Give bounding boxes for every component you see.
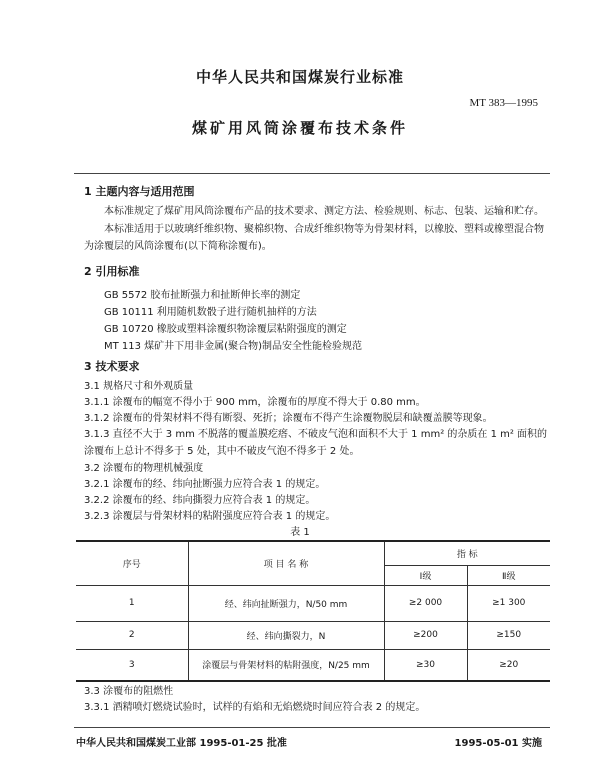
row-number: 3 xyxy=(76,649,188,681)
row-item: 经、纬向撕裂力，N xyxy=(188,621,384,649)
clause-3-2-2: 3.2.2 涂覆布的经、纬向撕裂力应符合表 1 的规定。 xyxy=(84,495,316,506)
clause-3-2-1: 3.2.1 涂覆布的经、纬向扯断强力应符合表 1 的规定。 xyxy=(84,479,326,490)
row-grade-1-value: ≥30 xyxy=(384,649,467,681)
table-1-caption: 表 1 xyxy=(290,527,310,538)
row-grade-1-value: ≥200 xyxy=(384,621,467,649)
approval-line: 中华人民共和国煤炭工业部 1995-01-25 批准 xyxy=(76,738,287,749)
reference-item: MT 113 煤矿井下用非金属(聚合物)制品安全性能检验规范 xyxy=(104,341,362,352)
table-header-index: 指 标 xyxy=(384,541,550,565)
table-row xyxy=(76,621,550,649)
row-grade-2-value: ≥20 xyxy=(467,649,550,681)
reference-item: GB 5572 胶布扯断强力和扯断伸长率的测定 xyxy=(104,290,301,301)
table-header-item: 项 目 名 称 xyxy=(188,541,384,585)
effective-date: 1995-05-01 实施 xyxy=(454,738,542,749)
row-item: 经、纬向扯断强力，N/50 mm xyxy=(188,585,384,621)
table-header-grade-2: Ⅱ级 xyxy=(467,565,550,585)
clause-3-1: 3.1 规格尺寸和外观质量 xyxy=(84,381,194,392)
clause-3-1-2: 3.1.2 涂覆布的骨架材料不得有断裂、死折；涂覆布不得产生涂覆物脱层和缺覆盖膜等现象。 xyxy=(84,413,493,424)
table-header-no: 序号 xyxy=(76,541,188,585)
section-1-paragraph-1: 本标准规定了煤矿用风筒涂覆布产品的技术要求、测定方法、检验规则、标志、包装、运输和贮存。 xyxy=(104,206,544,217)
clause-3-3-1: 3.3.1 酒精喷灯燃烧试验时，试样的有焰和无焰燃烧时间应符合表 2 的规定。 xyxy=(84,702,426,713)
row-item: 涂覆层与骨架材料的粘附强度，N/25 mm xyxy=(188,649,384,681)
clause-3-1-3: 3.1.3 直径不大于 3 mm 不脱落的覆盖膜疙瘩、不破皮气泡和面积不大于 1 mm² 的杂质在 1 m² 面积的涂覆布上总计不得多于 5 处，其中不破皮气泡不得多于 2 处。 xyxy=(84,429,548,457)
row-grade-2-value: ≥1 300 xyxy=(467,585,550,621)
clause-3-1-1: 3.1.1 涂覆布的幅宽不得小于 900 mm，涂覆布的厚度不得大于 0.80 mm。 xyxy=(84,397,426,408)
reference-item: GB 10111 利用随机数骰子进行随机抽样的方法 xyxy=(104,307,317,318)
section-1-heading: 1 主题内容与适用范围 xyxy=(84,185,195,198)
table-row xyxy=(76,585,550,621)
table-1 xyxy=(76,540,550,682)
section-3-heading: 3 技术要求 xyxy=(84,360,140,373)
clause-3-2: 3.2 涂覆布的物理机械强度 xyxy=(84,463,204,474)
reference-item: GB 10720 橡胶或塑料涂覆织物涂覆层粘附强度的测定 xyxy=(104,324,347,335)
table-row xyxy=(76,649,550,681)
clause-3-2-3: 3.2.3 涂覆层与骨架材料的粘附强度应符合表 1 的规定。 xyxy=(84,511,336,522)
table-header-grade-1: Ⅰ级 xyxy=(384,565,467,585)
standard-number: MT 383—1995 xyxy=(469,97,538,109)
row-number: 2 xyxy=(76,621,188,649)
issuer-title: 中华人民共和国煤炭行业标准 xyxy=(195,68,404,86)
clause-3-3: 3.3 涂覆布的阻燃性 xyxy=(84,686,174,697)
row-grade-1-value: ≥2 000 xyxy=(384,585,467,621)
section-2-heading: 2 引用标准 xyxy=(84,265,140,278)
document-title: 煤矿用风筒涂覆布技术条件 xyxy=(191,119,408,137)
bottom-divider xyxy=(74,727,550,728)
row-grade-2-value: ≥150 xyxy=(467,621,550,649)
top-divider xyxy=(74,173,550,174)
section-1-paragraph-2: 本标准适用于以玻璃纤维织物、聚棉织物、合成纤维织物等为骨架材料，以橡胶、塑料或橡塑混合物为涂覆层的风筒涂覆布(以下简称涂覆布)。 xyxy=(84,224,544,252)
row-number: 1 xyxy=(76,585,188,621)
